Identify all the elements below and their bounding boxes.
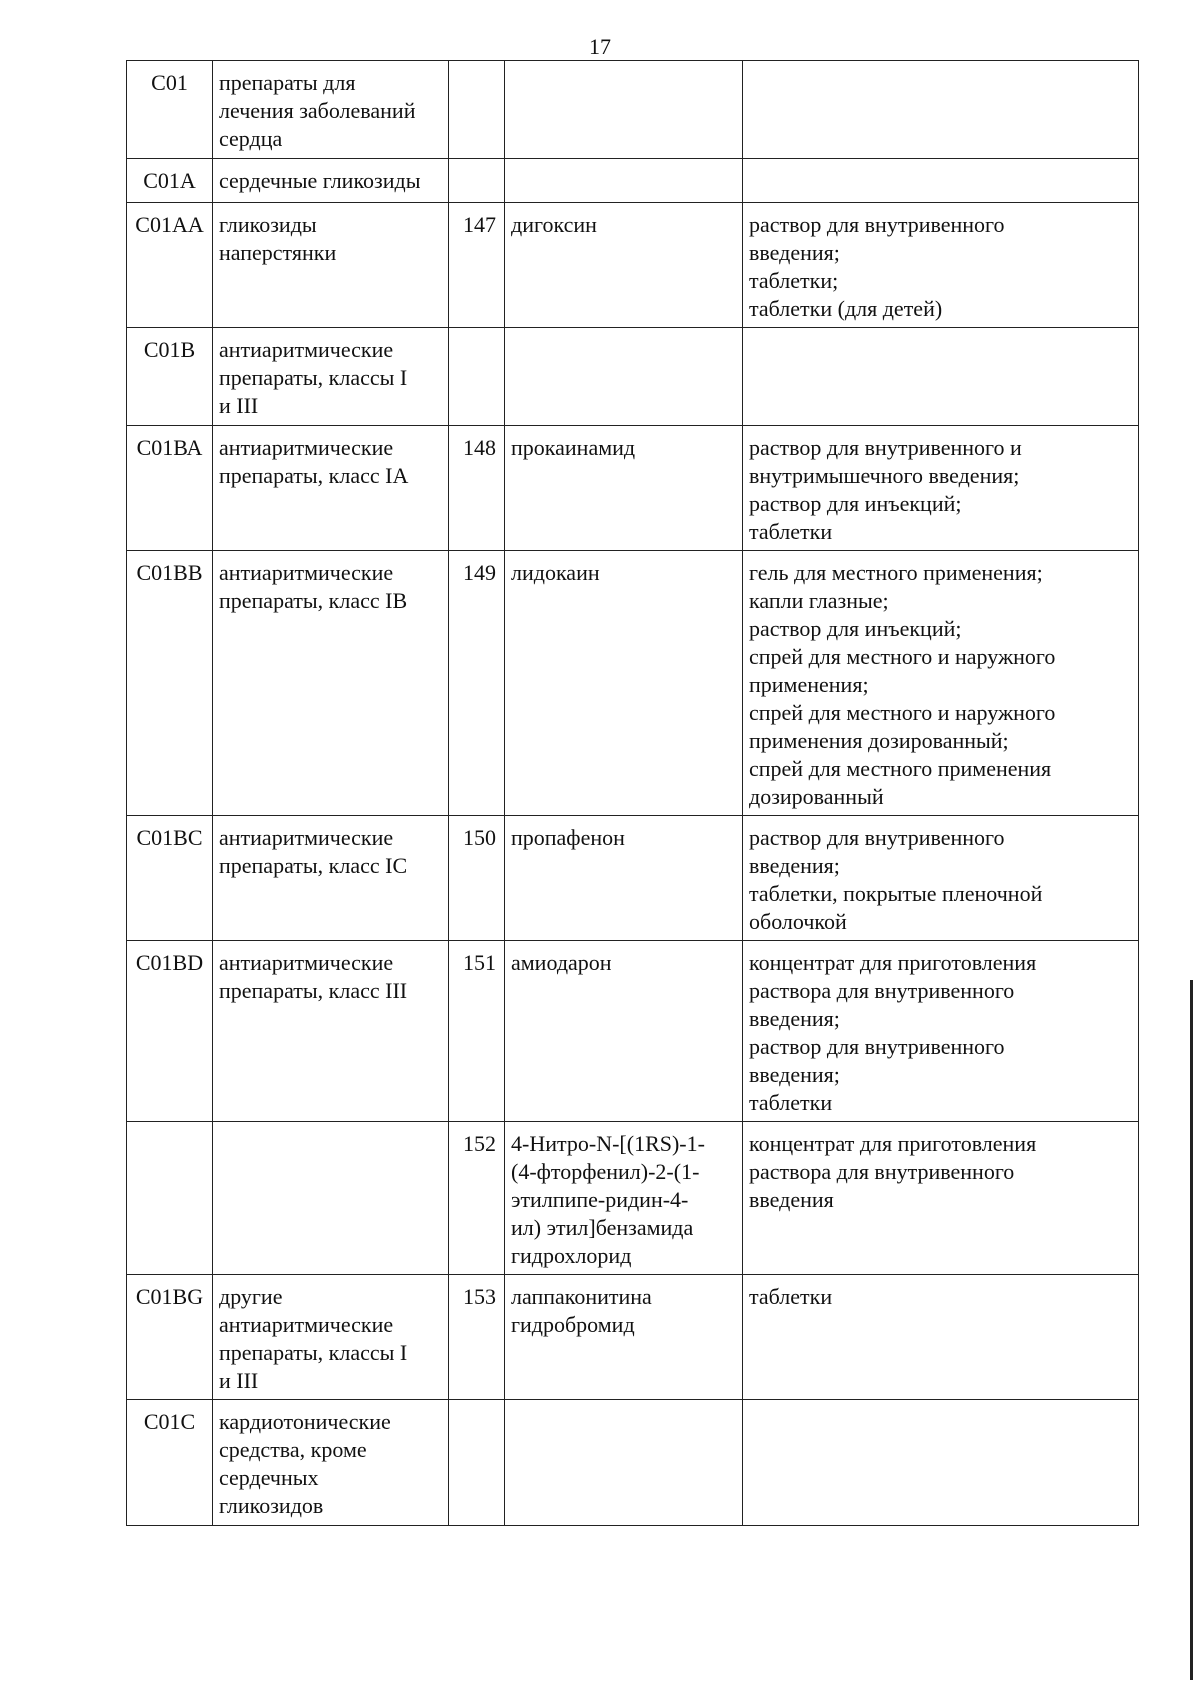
dosage-forms-cell (743, 203, 1139, 328)
anatomical-group-cell-line: лечения заболеваний (219, 98, 416, 123)
drug-name-cell (505, 61, 743, 159)
drug-name-cell-line: гидрохлорид (511, 1243, 632, 1268)
anatomical-group-cell (213, 328, 449, 426)
anatomical-group-cell-line: средства, кроме (219, 1437, 367, 1462)
dosage-forms-cell (743, 941, 1139, 1122)
anatomical-group-cell-line: антиаритмические (219, 337, 394, 362)
table-row (127, 328, 1139, 426)
anatomical-group-cell-line: антиаритмические (219, 950, 394, 975)
item-number-cell: 149 (449, 551, 505, 816)
dosage-forms-cell-line: раствор для внутривенного (749, 212, 1005, 237)
anatomical-group-cell (213, 61, 449, 159)
drug-name-cell-line: этилпипе-ридин-4- (511, 1187, 689, 1212)
page-number: 17 (589, 34, 611, 59)
dosage-forms-cell-line: капли глазные; (749, 588, 889, 613)
atc-code-cell: С01BG (127, 1275, 213, 1400)
anatomical-group-cell-line: антиаритмические (219, 560, 394, 585)
atc-code-cell: С01ВА (127, 426, 213, 551)
dosage-forms-cell-line: применения; (749, 672, 869, 697)
table-row (127, 159, 1139, 203)
item-number-cell (449, 1400, 505, 1526)
dosage-forms-cell-line: внутримышечного введения; (749, 463, 1020, 488)
anatomical-group-cell-line: препараты, классы I (219, 365, 408, 390)
dosage-forms-cell-line: спрей для местного и наружного (749, 700, 1056, 725)
anatomical-group-cell-line: препараты, класс IC (219, 853, 408, 878)
dosage-forms-cell-line: введения; (749, 240, 840, 265)
dosage-forms-cell-line: таблетки (749, 519, 833, 544)
drug-name-cell-line: дигоксин (511, 212, 597, 237)
drug-name-cell-line: прокаинамид (511, 435, 636, 460)
dosage-forms-cell-line: концентрат для приготовления (749, 1131, 1037, 1156)
drug-name-cell (505, 426, 743, 551)
dosage-forms-cell (743, 1400, 1139, 1526)
table-row (127, 551, 1139, 816)
anatomical-group-cell-line: препараты для (219, 70, 356, 95)
dosage-forms-cell-line: введения; (749, 1062, 840, 1087)
dosage-forms-cell (743, 1122, 1139, 1275)
table-row (127, 203, 1139, 328)
dosage-forms-cell-line: таблетки (749, 1090, 833, 1115)
table-row (127, 816, 1139, 941)
anatomical-group-cell-line: препараты, классы I (219, 1340, 408, 1365)
anatomical-group-cell (213, 1122, 449, 1275)
atc-code-cell: С01ВВ (127, 551, 213, 816)
item-number-cell (449, 328, 505, 426)
anatomical-group-cell (213, 426, 449, 551)
dosage-forms-cell-line: оболочкой (749, 909, 847, 934)
dosage-forms-cell (743, 159, 1139, 203)
dosage-forms-cell-line: дозированный (749, 784, 884, 809)
table-row (127, 1122, 1139, 1275)
dosage-forms-cell-line: спрей для местного и наружного (749, 644, 1056, 669)
table-body (127, 61, 1139, 1526)
anatomical-group-cell-line: наперстянки (219, 240, 337, 265)
item-number-cell (449, 61, 505, 159)
dosage-forms-cell-line: раствор для внутривенного (749, 1034, 1005, 1059)
atc-code-cell (127, 1122, 213, 1275)
anatomical-group-cell-line: антиаритмические (219, 1312, 394, 1337)
dosage-forms-cell-line: раствора для внутривенного (749, 978, 1015, 1003)
atc-code-cell: С01А (127, 159, 213, 203)
anatomical-group-cell (213, 816, 449, 941)
atc-code-cell: С01 (127, 61, 213, 159)
item-number-cell: 150 (449, 816, 505, 941)
anatomical-group-cell-line: препараты, класс IB (219, 588, 408, 613)
dosage-forms-cell-line: таблетки (749, 1284, 833, 1309)
dosage-forms-cell (743, 816, 1139, 941)
anatomical-group-cell (213, 1275, 449, 1400)
item-number-cell: 152 (449, 1122, 505, 1275)
dosage-forms-cell-line: раствор для инъекций; (749, 491, 962, 516)
drug-name-cell (505, 328, 743, 426)
anatomical-group-cell-line: гликозидов (219, 1493, 324, 1518)
anatomical-group-cell-line: препараты, класс IA (219, 463, 409, 488)
table-row (127, 61, 1139, 159)
drug-name-cell-line: лидокаин (511, 560, 600, 585)
anatomical-group-cell-line: сердечных (219, 1465, 319, 1490)
table-row (127, 1275, 1139, 1400)
anatomical-group-cell-line: кардиотонические (219, 1409, 391, 1434)
drug-name-cell (505, 816, 743, 941)
drug-name-cell (505, 941, 743, 1122)
drug-name-cell (505, 159, 743, 203)
dosage-forms-cell (743, 551, 1139, 816)
drug-name-cell (505, 1122, 743, 1275)
drug-name-cell-line: лаппаконитина (511, 1284, 652, 1309)
anatomical-group-cell (213, 203, 449, 328)
atc-code-cell: С01С (127, 1400, 213, 1526)
anatomical-group-cell-line: другие (219, 1284, 283, 1309)
dosage-forms-cell (743, 1275, 1139, 1400)
item-number-cell: 151 (449, 941, 505, 1122)
anatomical-group-cell-line: сердца (219, 126, 283, 151)
dosage-forms-cell (743, 61, 1139, 159)
table-row (127, 1400, 1139, 1526)
anatomical-group-cell-line: и III (219, 393, 259, 418)
anatomical-group-cell-line: препараты, класс III (219, 978, 408, 1003)
dosage-forms-cell-line: таблетки, покрытые пленочной (749, 881, 1043, 906)
drug-table (126, 60, 1139, 1526)
dosage-forms-cell-line: введения (749, 1187, 834, 1212)
table-row (127, 941, 1139, 1122)
atc-code-cell: С01АА (127, 203, 213, 328)
anatomical-group-cell-line: сердечные гликозиды (219, 168, 421, 193)
drug-name-cell (505, 203, 743, 328)
drug-name-cell-line: ил) этил]бензамида (511, 1215, 694, 1240)
dosage-forms-cell-line: раствор для инъекций; (749, 616, 962, 641)
dosage-forms-cell-line: введения; (749, 853, 840, 878)
dosage-forms-cell-line: спрей для местного применения (749, 756, 1052, 781)
drug-name-cell (505, 1400, 743, 1526)
table-row (127, 426, 1139, 551)
anatomical-group-cell (213, 941, 449, 1122)
anatomical-group-cell (213, 1400, 449, 1526)
dosage-forms-cell-line: применения дозированный; (749, 728, 1009, 753)
anatomical-group-cell-line: антиаритмические (219, 435, 394, 460)
dosage-forms-cell (743, 426, 1139, 551)
anatomical-group-cell-line: антиаритмические (219, 825, 394, 850)
anatomical-group-cell-line: гликозиды (219, 212, 317, 237)
item-number-cell (449, 159, 505, 203)
dosage-forms-cell-line: раствор для внутривенного (749, 825, 1005, 850)
dosage-forms-cell-line: раствор для внутривенного и (749, 435, 1022, 460)
drug-name-cell-line: гидробромид (511, 1312, 635, 1337)
drug-name-cell-line: пропафенон (511, 825, 625, 850)
item-number-cell: 153 (449, 1275, 505, 1400)
atc-code-cell: С01BD (127, 941, 213, 1122)
drug-name-cell (505, 551, 743, 816)
drug-name-cell-line: (4-фторфенил)-2-(1- (511, 1159, 700, 1184)
drug-name-cell-line: амиодарон (511, 950, 612, 975)
drug-name-cell-line: 4-Нитро-N-[(1RS)-1- (511, 1131, 705, 1156)
item-number-cell: 148 (449, 426, 505, 551)
anatomical-group-cell-line: и III (219, 1368, 259, 1393)
atc-code-cell: С01В (127, 328, 213, 426)
dosage-forms-cell-line: раствора для внутривенного (749, 1159, 1015, 1184)
anatomical-group-cell (213, 551, 449, 816)
scan-edge-line (1190, 980, 1193, 1680)
dosage-forms-cell-line: концентрат для приготовления (749, 950, 1037, 975)
dosage-forms-cell-line: гель для местного применения; (749, 560, 1043, 585)
dosage-forms-cell-line: таблетки; (749, 268, 839, 293)
anatomical-group-cell (213, 159, 449, 203)
atc-code-cell: С01ВС (127, 816, 213, 941)
dosage-forms-cell-line: таблетки (для детей) (749, 296, 943, 321)
item-number-cell: 147 (449, 203, 505, 328)
dosage-forms-cell-line: введения; (749, 1006, 840, 1031)
drug-name-cell (505, 1275, 743, 1400)
dosage-forms-cell (743, 328, 1139, 426)
